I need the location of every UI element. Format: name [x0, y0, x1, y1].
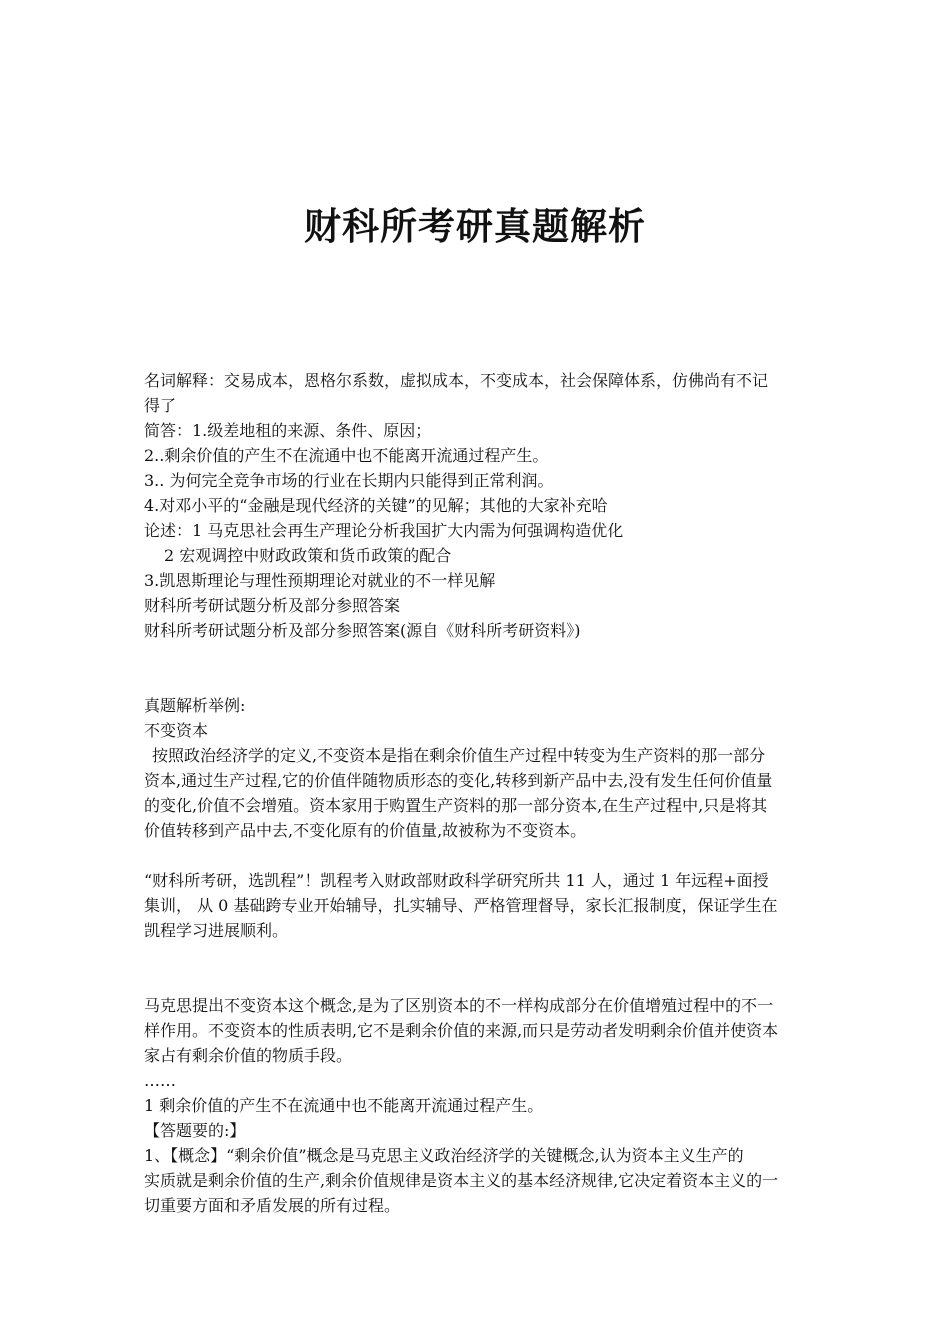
text-line: 1、【概念】“剩余价值”概念是马克思主义政治经济学的关键概念,认为资本主义生产的	[144, 1146, 744, 1165]
text-line: 1 剩余价值的产生不在流通中也不能离开流通过程产生。	[144, 1096, 544, 1115]
text-line: 简答：1.级差地租的来源、条件、原因；	[144, 421, 432, 440]
text-line: 4.对邓小平的“金融是现代经济的关键”的见解；其他的大家补充哈	[144, 496, 608, 515]
text-line: 家占有剩余价值的物质手段。	[144, 1046, 353, 1065]
text-line: 财科所考研试题分析及部分参照答案	[144, 596, 401, 615]
text-line: 凯程学习进展顺利。	[144, 921, 289, 940]
text-line: 3.凯恩斯理论与理性预期理论对就业的不一样见解	[144, 571, 496, 590]
spacer	[144, 843, 808, 868]
ellipsis-line: ……	[144, 1071, 176, 1090]
document-body	[144, 368, 808, 1218]
text-line: 2..剩余价值的产生不在流通中也不能离开流通过程产生。	[144, 446, 549, 465]
text-line: 名词解释：交易成本，恩格尔系数，虚拟成本，不变成本，社会保障体系，仿佛尚有不记	[144, 371, 769, 390]
text-line: 财科所考研试题分析及部分参照答案(源自《财科所考研资料》)	[144, 621, 581, 640]
text-line: 3.. 为何完全竞争市场的行业在长期内只能得到正常利润。	[144, 471, 554, 490]
spacer	[144, 943, 808, 993]
text-line: 样作用。不变资本的性质表明,它不是剩余价值的来源,而只是劳动者发明剩余价值并使资本	[144, 1021, 779, 1040]
text-line: 真题解析举例:	[144, 696, 246, 715]
text-line: 不变资本	[144, 721, 209, 740]
text-line: 集训， 从 0 基础跨专业开始辅导，扎实辅导、严格管理督导，家长汇报制度，保证学生在	[144, 896, 778, 915]
spacer	[144, 643, 808, 693]
text-line: 价值转移到产品中去,不变化原有的价值量,故被称为不变资本。	[144, 821, 587, 840]
text-line: 2 宏观调控中财政政策和货币政策的配合	[164, 546, 452, 565]
page-title: 财科所考研真题解析	[304, 205, 646, 248]
text-line: “财科所考研，选凯程”！凯程考入财政部财政科学研究所共 11 人，通过 1 年远程+面授	[144, 871, 769, 890]
text-line: 得了	[144, 396, 177, 415]
text-line: 【答题要的:】	[144, 1121, 246, 1140]
text-line: 的变化,价值不会增殖。资本家用于购置生产资料的那一部分资本,在生产过程中,只是将其	[144, 796, 768, 815]
text-line: 按照政治经济学的定义,不变资本是指在剩余价值生产过程中转变为生产资料的那一部分	[152, 746, 766, 765]
text-line: 实质就是剩余价值的生产,剩余价值规律是资本主义的基本经济规律,它决定着资本主义的一	[144, 1171, 779, 1190]
text-line: 论述：1 马克思社会再生产理论分析我国扩大内需为何强调构造优化	[144, 521, 624, 540]
text-line: 马克思提出不变资本这个概念,是为了区别资本的不一样构成部分在价值增殖过程中的不一	[144, 996, 774, 1015]
text-line: 切重要方面和矛盾发展的所有过程。	[144, 1196, 401, 1215]
text-line: 资本,通过生产过程,它的价值伴随物质形态的变化,转移到新产品中去,没有发生任何价值量	[144, 771, 773, 790]
